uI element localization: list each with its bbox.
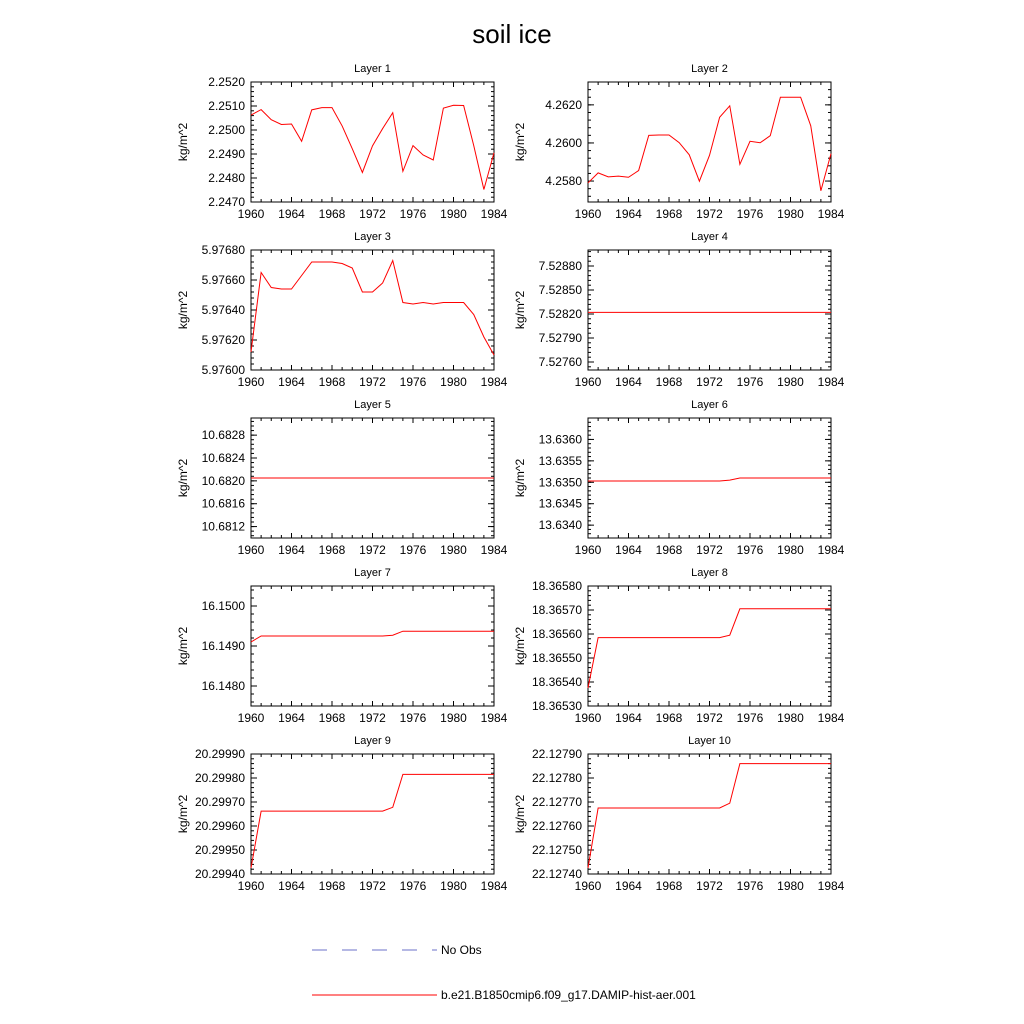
legend-label-model: b.e21.B1850cmip6.f09_g17.DAMIP-hist-aer.001 — [441, 988, 696, 1002]
y-tick-label: 10.6828 — [201, 428, 245, 443]
x-tick-label: 1972 — [359, 207, 386, 221]
y-tick-label: 20.29960 — [194, 819, 245, 833]
x-tick-label: 1976 — [399, 375, 427, 389]
x-tick-label: 1964 — [278, 543, 305, 557]
panel-title: Layer 3 — [354, 231, 391, 243]
x-tick-label: 1980 — [440, 879, 467, 893]
plot-frame — [588, 82, 831, 202]
y-tick-label: 18.36540 — [531, 675, 582, 689]
y-tick-label: 10.6820 — [201, 473, 245, 488]
x-tick-label: 1984 — [817, 375, 845, 389]
x-tick-label: 1960 — [574, 879, 602, 893]
y-tick-label: 2.2470 — [208, 195, 245, 209]
y-tick-label: 13.6350 — [538, 475, 582, 490]
x-tick-label: 1964 — [278, 711, 305, 725]
x-tick-label: 1964 — [615, 711, 642, 725]
y-axis-label: kg/m^2 — [176, 626, 190, 666]
x-tick-label: 1980 — [440, 207, 467, 221]
series-line — [588, 97, 831, 191]
y-tick-label: 22.12760 — [531, 819, 582, 833]
panel-title: Layer 6 — [691, 399, 728, 411]
x-tick-label: 1972 — [359, 879, 386, 893]
y-tick-label: 13.6355 — [538, 453, 582, 468]
y-tick-label: 22.12770 — [531, 795, 582, 809]
x-tick-label: 1972 — [696, 375, 723, 389]
y-tick-label: 20.29940 — [194, 867, 245, 881]
x-tick-label: 1984 — [817, 207, 845, 221]
x-tick-label: 1976 — [399, 207, 427, 221]
x-tick-label: 1960 — [574, 711, 602, 725]
x-tick-label: 1984 — [480, 543, 508, 557]
x-tick-label: 1976 — [736, 207, 764, 221]
legend — [312, 943, 696, 1002]
y-tick-label: 2.2490 — [208, 147, 245, 161]
x-tick-label: 1964 — [615, 207, 642, 221]
y-tick-label: 22.12790 — [531, 747, 582, 761]
series-line — [251, 774, 494, 868]
x-tick-label: 1984 — [480, 375, 508, 389]
y-tick-label: 5.97660 — [201, 273, 245, 287]
y-tick-label: 18.36580 — [531, 579, 582, 593]
x-tick-label: 1960 — [237, 711, 265, 725]
series-line — [251, 261, 494, 356]
y-tick-label: 13.6345 — [538, 496, 582, 511]
y-axis-label: kg/m^2 — [176, 290, 190, 330]
panel-title: Layer 1 — [354, 63, 391, 75]
y-tick-label: 18.36550 — [531, 651, 582, 665]
x-tick-label: 1980 — [440, 711, 467, 725]
y-axis-label: kg/m^2 — [176, 458, 190, 498]
y-tick-label: 4.2600 — [545, 135, 582, 150]
panel-layer-5 — [176, 399, 508, 557]
x-tick-label: 1968 — [655, 207, 683, 221]
y-tick-label: 5.97600 — [201, 363, 245, 377]
x-tick-label: 1972 — [696, 711, 723, 725]
series-line — [588, 609, 831, 688]
x-tick-label: 1976 — [736, 879, 764, 893]
x-tick-label: 1964 — [615, 543, 642, 557]
x-tick-label: 1972 — [696, 543, 723, 557]
x-tick-label: 1964 — [278, 879, 305, 893]
x-tick-label: 1980 — [777, 207, 804, 221]
x-tick-label: 1960 — [574, 375, 602, 389]
x-tick-label: 1972 — [359, 375, 386, 389]
y-tick-label: 20.29980 — [194, 771, 245, 785]
x-tick-label: 1976 — [399, 543, 427, 557]
y-axis-label: kg/m^2 — [176, 794, 190, 834]
y-tick-label: 18.36530 — [531, 699, 582, 713]
x-tick-label: 1980 — [777, 375, 804, 389]
y-tick-label: 5.97640 — [201, 303, 245, 317]
x-tick-label: 1972 — [696, 879, 723, 893]
x-tick-label: 1968 — [318, 711, 346, 725]
plot-frame — [588, 250, 831, 370]
x-tick-label: 1976 — [399, 879, 427, 893]
x-tick-label: 1984 — [817, 543, 845, 557]
panel-layer-8 — [513, 567, 845, 725]
panel-title: Layer 2 — [691, 63, 728, 75]
x-tick-label: 1964 — [278, 207, 305, 221]
x-tick-label: 1984 — [480, 711, 508, 725]
y-tick-label: 7.52760 — [538, 355, 582, 369]
y-axis-label: kg/m^2 — [513, 122, 527, 162]
x-tick-label: 1968 — [655, 879, 683, 893]
y-tick-label: 2.2520 — [208, 75, 245, 89]
x-tick-label: 1976 — [399, 711, 427, 725]
x-tick-label: 1984 — [817, 879, 845, 893]
x-tick-label: 1968 — [655, 543, 683, 557]
plot-frame — [251, 754, 494, 874]
x-tick-label: 1960 — [237, 375, 265, 389]
y-axis-label: kg/m^2 — [513, 626, 527, 666]
panels — [176, 63, 845, 893]
y-tick-label: 7.52880 — [538, 259, 582, 273]
x-tick-label: 1984 — [480, 207, 508, 221]
x-tick-label: 1960 — [237, 879, 265, 893]
x-tick-label: 1964 — [615, 879, 642, 893]
panel-layer-6 — [513, 399, 845, 557]
y-tick-label: 5.97620 — [201, 333, 245, 347]
y-tick-label: 16.1480 — [201, 679, 245, 693]
plot-frame — [251, 586, 494, 706]
plot-frame — [588, 586, 831, 706]
x-tick-label: 1984 — [480, 879, 508, 893]
x-tick-label: 1968 — [655, 711, 683, 725]
y-tick-label: 10.6824 — [201, 451, 245, 465]
legend-label-no-obs: No Obs — [441, 943, 482, 957]
x-tick-label: 1960 — [237, 543, 265, 557]
panel-title: Layer 9 — [354, 735, 391, 747]
y-tick-label: 13.6360 — [538, 432, 582, 447]
panel-layer-3 — [176, 231, 508, 389]
plot-frame — [251, 250, 494, 370]
y-tick-label: 2.2510 — [208, 99, 245, 113]
y-axis-label: kg/m^2 — [513, 794, 527, 834]
y-tick-label: 16.1500 — [201, 599, 245, 613]
x-tick-label: 1976 — [736, 375, 764, 389]
y-tick-label: 18.36560 — [531, 627, 582, 641]
x-tick-label: 1976 — [736, 711, 764, 725]
panel-title: Layer 4 — [691, 231, 728, 243]
y-axis-label: kg/m^2 — [513, 290, 527, 330]
y-tick-label: 10.6812 — [201, 519, 245, 534]
panel-layer-4 — [513, 231, 845, 389]
x-tick-label: 1968 — [318, 375, 346, 389]
x-tick-label: 1960 — [574, 207, 602, 221]
x-tick-label: 1968 — [655, 375, 683, 389]
y-tick-label: 20.29950 — [194, 843, 245, 857]
x-tick-label: 1960 — [237, 207, 265, 221]
x-tick-label: 1968 — [318, 207, 346, 221]
panel-title: Layer 5 — [354, 399, 391, 411]
panel-layer-7 — [176, 567, 508, 725]
plot-frame — [588, 754, 831, 874]
x-tick-label: 1976 — [736, 543, 764, 557]
series-line — [588, 478, 831, 481]
y-tick-label: 22.12740 — [531, 867, 582, 881]
x-tick-label: 1972 — [359, 543, 386, 557]
y-tick-label: 20.29970 — [194, 795, 245, 809]
x-tick-label: 1984 — [817, 711, 845, 725]
x-tick-label: 1980 — [440, 543, 467, 557]
x-tick-label: 1964 — [615, 375, 642, 389]
panel-title: Layer 10 — [688, 735, 731, 747]
panel-layer-9 — [176, 735, 508, 893]
y-tick-label: 7.52820 — [538, 307, 582, 321]
y-tick-label: 7.52850 — [538, 283, 582, 297]
x-tick-label: 1960 — [574, 543, 602, 557]
panel-title: Layer 7 — [354, 567, 391, 579]
y-tick-label: 4.2620 — [545, 97, 582, 112]
x-tick-label: 1972 — [359, 711, 386, 725]
x-tick-label: 1968 — [318, 879, 346, 893]
panel-title: Layer 8 — [691, 567, 728, 579]
x-tick-label: 1972 — [696, 207, 723, 221]
y-tick-label: 16.1490 — [201, 639, 245, 653]
x-tick-label: 1980 — [777, 543, 804, 557]
x-tick-label: 1980 — [777, 711, 804, 725]
y-tick-label: 22.12780 — [531, 771, 582, 785]
x-tick-label: 1964 — [278, 375, 305, 389]
y-tick-label: 4.2580 — [545, 174, 582, 189]
y-tick-label: 2.2500 — [208, 123, 245, 137]
y-tick-label: 10.6816 — [201, 496, 245, 511]
panel-layer-1 — [176, 63, 508, 221]
panel-layer-10 — [513, 735, 845, 893]
y-tick-label: 5.97680 — [201, 243, 245, 257]
y-tick-label: 20.29990 — [194, 747, 245, 761]
y-tick-label: 18.36570 — [531, 603, 582, 617]
y-tick-label: 22.12750 — [531, 843, 582, 857]
series-line — [251, 631, 494, 642]
y-tick-label: 2.2480 — [208, 171, 245, 185]
series-line — [251, 105, 494, 189]
x-tick-label: 1980 — [777, 879, 804, 893]
y-tick-label: 7.52790 — [538, 331, 582, 345]
y-axis-label: kg/m^2 — [176, 122, 190, 162]
x-tick-label: 1980 — [440, 375, 467, 389]
series-line — [588, 764, 831, 868]
y-tick-label: 13.6340 — [538, 518, 582, 533]
x-tick-label: 1968 — [318, 543, 346, 557]
figure-title: soil ice — [472, 19, 552, 49]
plot-frame — [251, 82, 494, 202]
panel-layer-2 — [513, 63, 845, 221]
y-axis-label: kg/m^2 — [513, 458, 527, 498]
